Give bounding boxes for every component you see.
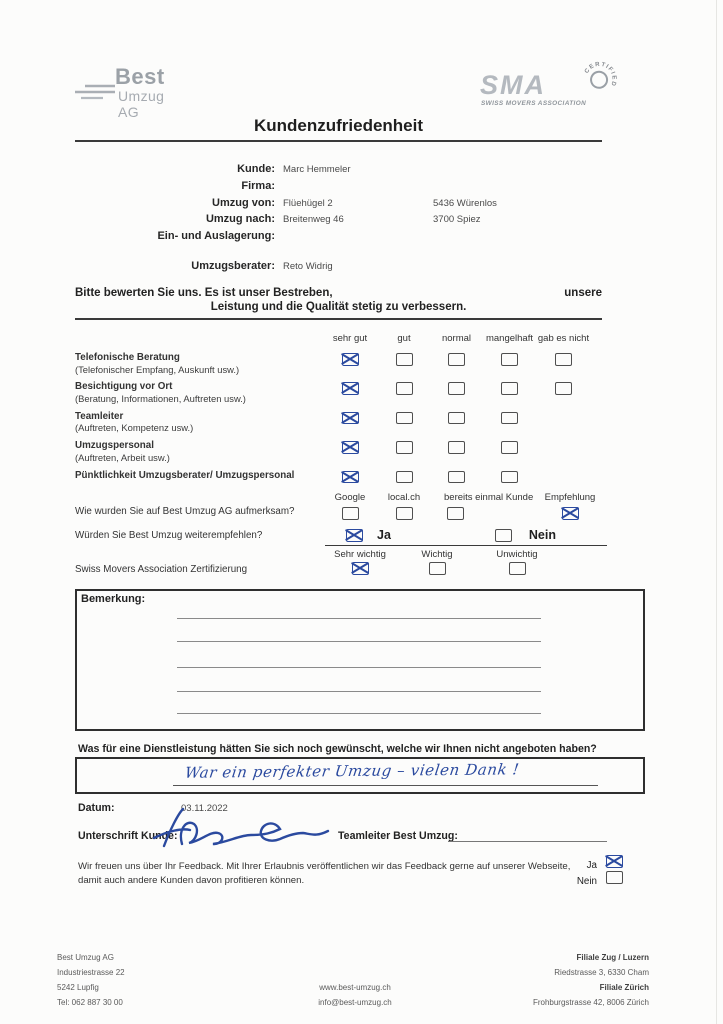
source-row: [75, 505, 602, 525]
checkbox-puenktlichkeit-mangelhaft[interactable]: [501, 471, 518, 484]
consent-no-label: Nein: [576, 876, 597, 887]
footer-street: Industriestrasse 22: [57, 968, 125, 977]
checkbox-sehr-wichtig[interactable]: [352, 562, 369, 575]
recommend-row: [75, 528, 615, 542]
recommend-no-label: Nein: [528, 528, 556, 542]
field-row-firma: [75, 180, 615, 197]
checkbox-bereits-kunde[interactable]: [447, 507, 464, 520]
checkbox-weiterempfehlen-ja[interactable]: [346, 529, 363, 542]
date-label: Datum:: [78, 802, 115, 814]
recommend-question: Würden Sie Best Umzug weiterempfehlen?: [75, 530, 263, 541]
checkbox-umzugspersonal-sehr-gut[interactable]: [342, 441, 359, 454]
field-label: Firma:: [241, 179, 275, 192]
rating-sublabel: (Auftreten, Kompetenz usw.): [75, 422, 194, 434]
importance-header-row: [322, 549, 558, 560]
source-header-google: Google: [334, 492, 366, 503]
rating-label: Pünktlichkeit Umzugsberater/ Umzugspersonal: [75, 469, 295, 481]
recommend-yes-label: Ja: [377, 528, 391, 542]
field-label: Kunde:: [237, 163, 275, 175]
intro-line2: Leistung und die Qualität stetig zu verbessern.: [210, 301, 467, 313]
source-header-empfehlung: Empfehlung: [544, 492, 596, 503]
footer-branch-zug-luzern: Filiale Zug / Luzern: [576, 953, 649, 962]
consent-no-row: [560, 871, 623, 889]
importance-header-unwichtig: Unwichtig: [496, 549, 538, 560]
checkbox-umzugspersonal-mangelhaft[interactable]: [501, 441, 518, 454]
field-row-kunde: [75, 163, 615, 180]
checkbox-google[interactable]: [342, 507, 359, 520]
checkbox-wichtig[interactable]: [429, 562, 446, 575]
rating-row-telefonische-beratung: [75, 352, 602, 381]
checkbox-teamleiter-sehr-gut[interactable]: [342, 412, 359, 425]
intro-statement: [75, 287, 602, 320]
customer-signature-label: Unterschrift Kunde:: [78, 830, 178, 842]
checkbox-puenktlichkeit-normal[interactable]: [448, 471, 465, 484]
wish-answer-box: [75, 757, 645, 794]
consent-line1: Wir freuen uns über Ihr Feedback. Mit Ihrer Erlaubnis veröffentlichen wir das Feedback gerne auf unserer Webseite,: [78, 861, 571, 872]
svg-text:CERTIFIED: CERTIFIED: [584, 61, 617, 88]
field-label: Umzug nach:: [205, 213, 275, 226]
footer-contact: [280, 980, 430, 1010]
checkbox-consent-ja[interactable]: [606, 855, 623, 868]
rating-label: Umzugspersonal: [75, 440, 154, 452]
handwritten-answer: War ein perfekter Umzug – vielen Dank !: [183, 760, 521, 782]
checkbox-besichtigung-gab-es-nicht[interactable]: [555, 382, 572, 395]
checkbox-teamleiter-mangelhaft[interactable]: [501, 412, 518, 425]
ratings-table: [75, 333, 602, 489]
field-row-umzugsberater: [75, 260, 615, 277]
rating-label: Teamleiter: [75, 410, 124, 422]
checkbox-umzugspersonal-gut[interactable]: [396, 441, 413, 454]
customer-signature: [148, 806, 338, 852]
footer-company-address: [57, 950, 125, 1010]
recommend-rule: [325, 545, 607, 546]
footer-city: 5242 Lupfig: [57, 983, 99, 992]
footer-branch-zuerich-address: Frohburgstrasse 42, 8006 Zürich: [532, 998, 649, 1007]
ratings-header-gut: gut: [397, 333, 411, 344]
remarks-label: Bemerkung:: [81, 593, 146, 605]
checkbox-puenktlichkeit-gut[interactable]: [396, 471, 413, 484]
wish-answer-line[interactable]: [173, 785, 598, 786]
field-value: Flüehügel 2: [283, 197, 333, 209]
intro-line1: Bitte bewerten Sie uns. Es ist unser Bestreben,: [75, 287, 333, 299]
checkbox-unwichtig[interactable]: [509, 562, 526, 575]
remark-line[interactable]: [177, 641, 541, 642]
teamleader-signature-label: Teamleiter Best Umzug:: [338, 830, 458, 842]
field-value-city: 5436 Würenlos: [433, 197, 497, 209]
consent-yes-label: Ja: [586, 860, 597, 871]
checkbox-teamleiter-gut[interactable]: [396, 412, 413, 425]
ratings-header-gab-es-nicht: gab es nicht: [537, 333, 590, 344]
checkbox-teamleiter-normal[interactable]: [448, 412, 465, 425]
field-value: Marc Hemmeler: [283, 164, 351, 175]
remark-line[interactable]: [177, 618, 541, 619]
field-value-city: 3700 Spiez: [433, 214, 481, 226]
source-header-row: [75, 492, 602, 503]
remark-line[interactable]: [177, 691, 541, 692]
checkbox-weiterempfehlen-nein[interactable]: [495, 529, 512, 542]
field-value: Reto Widrig: [283, 260, 333, 272]
ratings-header-row: [75, 333, 602, 344]
checkbox-umzugspersonal-normal[interactable]: [448, 441, 465, 454]
footer-branch-zug-address: Riedstrasse 3, 6330 Cham: [554, 968, 649, 977]
rating-row-teamleiter: [75, 411, 602, 440]
best-logo-text: Best: [115, 64, 165, 89]
intro-line1-right: unsere: [564, 287, 602, 299]
source-header-bereits-kunde: bereits einmal Kunde: [444, 492, 534, 503]
field-value: Breitenweg 46: [283, 214, 344, 226]
rating-label: Telefonische Beratung: [75, 352, 180, 363]
rating-row-umzugspersonal: [75, 440, 602, 469]
field-row-umzug-nach: [75, 213, 615, 230]
field-row-umzug-von: [75, 197, 615, 214]
ratings-header-normal: normal: [441, 333, 472, 344]
footer-website[interactable]: www.best-umzug.ch: [319, 983, 391, 992]
wish-question: Was für eine Dienstleistung hätten Sie sich noch gewünscht, welche wir Ihnen nicht angeboten haben?: [78, 743, 597, 755]
importance-row: [75, 562, 602, 580]
checkbox-telefonische-sehr-gut[interactable]: [342, 353, 359, 366]
checkbox-besichtigung-mangelhaft[interactable]: [501, 382, 518, 395]
rating-sublabel: (Telefonischer Empfang, Auskunft usw.): [75, 363, 240, 375]
ratings-header-mangelhaft: mangelhaft: [485, 333, 533, 344]
footer-branches: [449, 950, 649, 1010]
date-value: 03.11.2022: [181, 803, 228, 814]
footer-phone: Tel: 062 887 30 00: [57, 998, 123, 1007]
sma-logo-subtitle: SWISS MOVERS ASSOCIATION: [481, 100, 587, 107]
checkbox-besichtigung-sehr-gut[interactable]: [342, 382, 359, 395]
footer-company-name: Best Umzug AG: [57, 953, 114, 962]
checkbox-telefonische-normal[interactable]: [448, 353, 465, 366]
field-row-auslagerung: [75, 230, 615, 247]
scan-artifact-line: [716, 0, 717, 1024]
ratings-header-sehr-gut: sehr gut: [332, 333, 368, 344]
footer-email[interactable]: info@best-umzug.ch: [318, 998, 392, 1007]
best-logo-suffix: Umzug AG: [118, 88, 165, 120]
footer-branch-zuerich: Filiale Zürich: [599, 983, 649, 992]
rating-row-besichtigung: [75, 381, 602, 410]
importance-header-wichtig: Wichtig: [421, 549, 453, 560]
teamleader-signature-line[interactable]: [448, 841, 607, 842]
checkbox-telefonische-mangelhaft[interactable]: [501, 353, 518, 366]
checkbox-telefonische-gab-es-nicht[interactable]: [555, 353, 572, 366]
rating-sublabel: (Beratung, Informationen, Auftreten usw.): [75, 392, 246, 404]
rating-label: Besichtigung vor Ort: [75, 381, 173, 393]
checkbox-localch[interactable]: [396, 507, 413, 520]
speed-lines-icon: [73, 82, 117, 104]
checkbox-consent-nein[interactable]: [606, 871, 623, 884]
importance-question: Swiss Movers Association Zertifizierung: [75, 564, 248, 575]
remark-line[interactable]: [177, 667, 541, 668]
checkbox-besichtigung-normal[interactable]: [448, 382, 465, 395]
remark-line[interactable]: [177, 713, 541, 714]
source-header-localch: local.ch: [387, 492, 421, 503]
rating-sublabel: (Auftreten, Arbeit usw.): [75, 451, 170, 463]
importance-header-sehr-wichtig: Sehr wichtig: [334, 549, 386, 560]
remarks-box: [75, 589, 645, 731]
checkbox-empfehlung[interactable]: [562, 507, 579, 520]
certified-badge-icon: [573, 51, 627, 105]
consent-line2: damit auch andere Kunden davon profitieren können.: [78, 875, 305, 886]
source-question: Wie wurden Sie auf Best Umzug AG aufmerksam?: [75, 506, 295, 517]
checkbox-telefonische-gut[interactable]: [396, 353, 413, 366]
rating-row-puenktlichkeit: [75, 470, 602, 489]
field-label: Umzugsberater:: [191, 259, 275, 272]
checkbox-puenktlichkeit-sehr-gut[interactable]: [342, 471, 359, 484]
field-label: Umzug von:: [212, 196, 275, 209]
checkbox-besichtigung-gut[interactable]: [396, 382, 413, 395]
title-rule: [75, 140, 602, 142]
field-label: Ein- und Auslagerung:: [157, 230, 275, 243]
customer-info: [75, 163, 615, 277]
sma-logo-text: SMA: [480, 70, 546, 100]
page-title: Kundenzufriedenheit: [253, 116, 424, 135]
